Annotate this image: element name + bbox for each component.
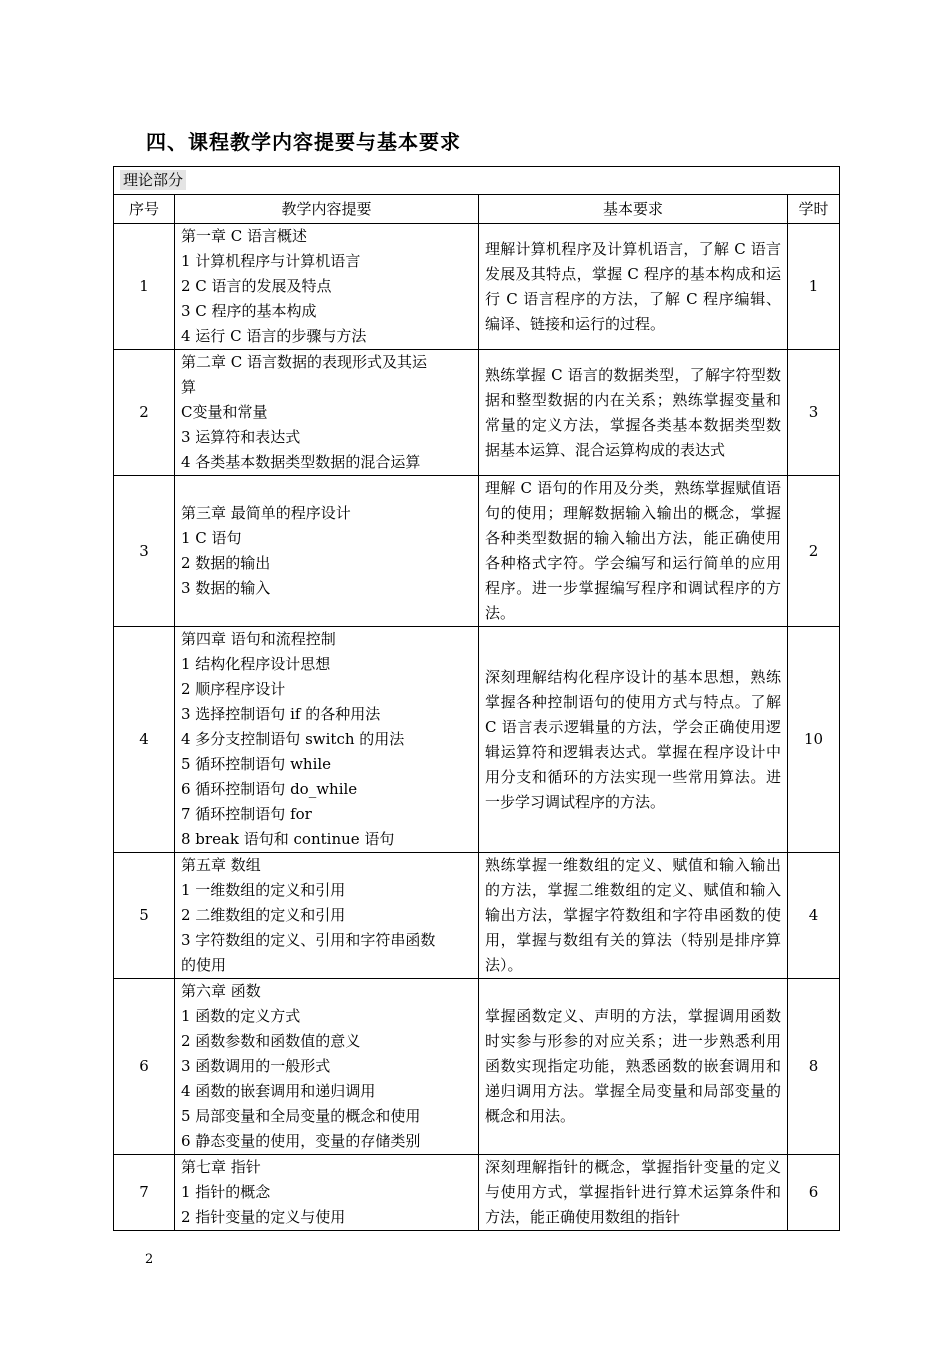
content-line: 8 break 语句和 continue 语句 — [181, 830, 395, 848]
requirements-cell: 熟练掌握 C 语言的数据类型，了解字符型数据和整型数据的内在关系；熟练掌握变量和常量的定义方法，掌握各类基本数据类型数据基本运算、混合运算构成的表达式 — [479, 350, 788, 476]
content-cell — [175, 979, 479, 1155]
content-line: 2 C 语言的发展及特点 — [181, 277, 332, 295]
content-line: 3 数据的输入 — [181, 579, 271, 597]
content-line: C变量和常量 — [181, 403, 268, 421]
content-line: 7 循环控制语句 for — [181, 805, 312, 823]
table-row — [114, 979, 840, 1155]
content-line: 1 一维数组的定义和引用 — [181, 881, 346, 899]
content-cell — [175, 853, 479, 979]
hours-cell: 3 — [788, 350, 840, 476]
requirements-cell: 深刻理解结构化程序设计的基本思想，熟练掌握各种控制语句的使用方式与特点。了解 C 语言表示逻辑量的方法，学会正确使用逻辑运算符和逻辑表达式。掌握在程序设计中用分支和循环的方法实现一些常用算法。进一步学习调试程序的方法。 — [479, 627, 788, 853]
hours-cell: 2 — [788, 476, 840, 627]
content-line: 第五章 数组 — [181, 856, 261, 874]
row-number: 1 — [114, 224, 175, 350]
content-line: 第三章 最简单的程序设计 — [181, 504, 351, 522]
content-line: 第四章 语句和流程控制 — [181, 630, 336, 648]
content-line: 4 函数的嵌套调用和递归调用 — [181, 1082, 376, 1100]
content-line: 6 循环控制语句 do_while — [181, 780, 358, 798]
content-line: 3 选择控制语句 if 的各种用法 — [181, 705, 381, 723]
content-line: 3 运算符和表达式 — [181, 428, 301, 446]
header-hours: 学时 — [788, 195, 840, 224]
content-cell — [175, 1155, 479, 1231]
content-line: 6 静态变量的使用，变量的存储类别 — [181, 1132, 421, 1150]
hours-cell: 4 — [788, 853, 840, 979]
requirements-cell: 掌握函数定义、声明的方法，掌握调用函数时实参与形参的对应关系；进一步熟悉利用函数实现指定功能，熟悉函数的嵌套调用和递归调用方法。掌握全局变量和局部变量的概念和用法。 — [479, 979, 788, 1155]
hours-cell: 10 — [788, 627, 840, 853]
table-body — [114, 224, 840, 1231]
content-line: 2 函数参数和函数值的意义 — [181, 1032, 361, 1050]
row-number: 5 — [114, 853, 175, 979]
table-row — [114, 853, 840, 979]
content-line: 3 C 程序的基本构成 — [181, 302, 317, 320]
table-row — [114, 476, 840, 627]
page-number: 2 — [145, 1252, 154, 1267]
hours-cell: 1 — [788, 224, 840, 350]
content-line: 1 指针的概念 — [181, 1183, 271, 1201]
content-line: 2 顺序程序设计 — [181, 680, 286, 698]
hours-cell: 8 — [788, 979, 840, 1155]
header-content: 教学内容提要 — [175, 195, 479, 224]
content-line: 2 数据的输出 — [181, 554, 271, 572]
content-line: 3 函数调用的一般形式 — [181, 1057, 331, 1075]
content-line: 2 二维数组的定义和引用 — [181, 906, 346, 924]
row-number: 7 — [114, 1155, 175, 1231]
content-line: 1 结构化程序设计思想 — [181, 655, 331, 673]
content-line: 1 计算机程序与计算机语言 — [181, 252, 361, 270]
row-number: 6 — [114, 979, 175, 1155]
section-row — [114, 167, 840, 195]
content-line: 5 局部变量和全局变量的概念和使用 — [181, 1107, 421, 1125]
requirements-cell: 深刻理解指针的概念，掌握指针变量的定义与使用方式，掌握指针进行算术运算条件和方法，能正确使用数组的指针 — [479, 1155, 788, 1231]
content-cell — [175, 627, 479, 853]
syllabus-table — [113, 166, 840, 1231]
row-number: 4 — [114, 627, 175, 853]
content-line: 第二章 C 语言数据的表现形式及其运 — [181, 353, 428, 371]
content-line: 4 运行 C 语言的步骤与方法 — [181, 327, 367, 345]
table-row — [114, 627, 840, 853]
content-line: 3 字符数组的定义、引用和字符串函数 — [181, 931, 436, 949]
content-line: 4 各类基本数据类型数据的混合运算 — [181, 453, 421, 471]
table-row — [114, 350, 840, 476]
content-line: 第七章 指针 — [181, 1158, 261, 1176]
header-num: 序号 — [114, 195, 175, 224]
hours-cell: 6 — [788, 1155, 840, 1231]
content-line: 第六章 函数 — [181, 982, 261, 1000]
content-line: 的使用 — [181, 956, 227, 974]
table-row — [114, 1155, 840, 1231]
content-line: 1 函数的定义方式 — [181, 1007, 301, 1025]
content-cell — [175, 350, 479, 476]
content-cell — [175, 224, 479, 350]
requirements-cell: 熟练掌握一维数组的定义、赋值和输入输出的方法，掌握二维数组的定义、赋值和输入输出方法，掌握字符数组和字符串函数的使用，掌握与数组有关的算法（特别是排序算法）。 — [479, 853, 788, 979]
row-number: 3 — [114, 476, 175, 627]
requirements-cell: 理解 C 语句的作用及分类，熟练掌握赋值语句的使用；理解数据输入输出的概念，掌握各种类型数据的输入输出方法，能正确使用各种格式字符。学会编写和运行简单的应用程序。进一步掌握编写程序和调试程序的方法。 — [479, 476, 788, 627]
row-number: 2 — [114, 350, 175, 476]
content-line: 算 — [181, 378, 197, 396]
content-line: 5 循环控制语句 while — [181, 755, 332, 773]
content-cell — [175, 476, 479, 627]
section-label: 理论部分 — [120, 170, 186, 190]
content-line: 第一章 C 语言概述 — [181, 227, 308, 245]
content-line: 2 指针变量的定义与使用 — [181, 1208, 346, 1226]
section-cell — [114, 167, 840, 195]
section-heading: 四、课程教学内容提要与基本要求 — [146, 130, 461, 154]
requirements-cell: 理解计算机程序及计算机语言，了解 C 语言发展及其特点，掌握 C 程序的基本构成和运行 C 语言程序的方法，了解 C 程序编辑、编译、链接和运行的过程。 — [479, 224, 788, 350]
header-requirements: 基本要求 — [479, 195, 788, 224]
table-row — [114, 224, 840, 350]
header-row — [114, 195, 840, 224]
content-line: 1 C 语句 — [181, 529, 242, 547]
content-line: 4 多分支控制语句 switch 的用法 — [181, 730, 405, 748]
